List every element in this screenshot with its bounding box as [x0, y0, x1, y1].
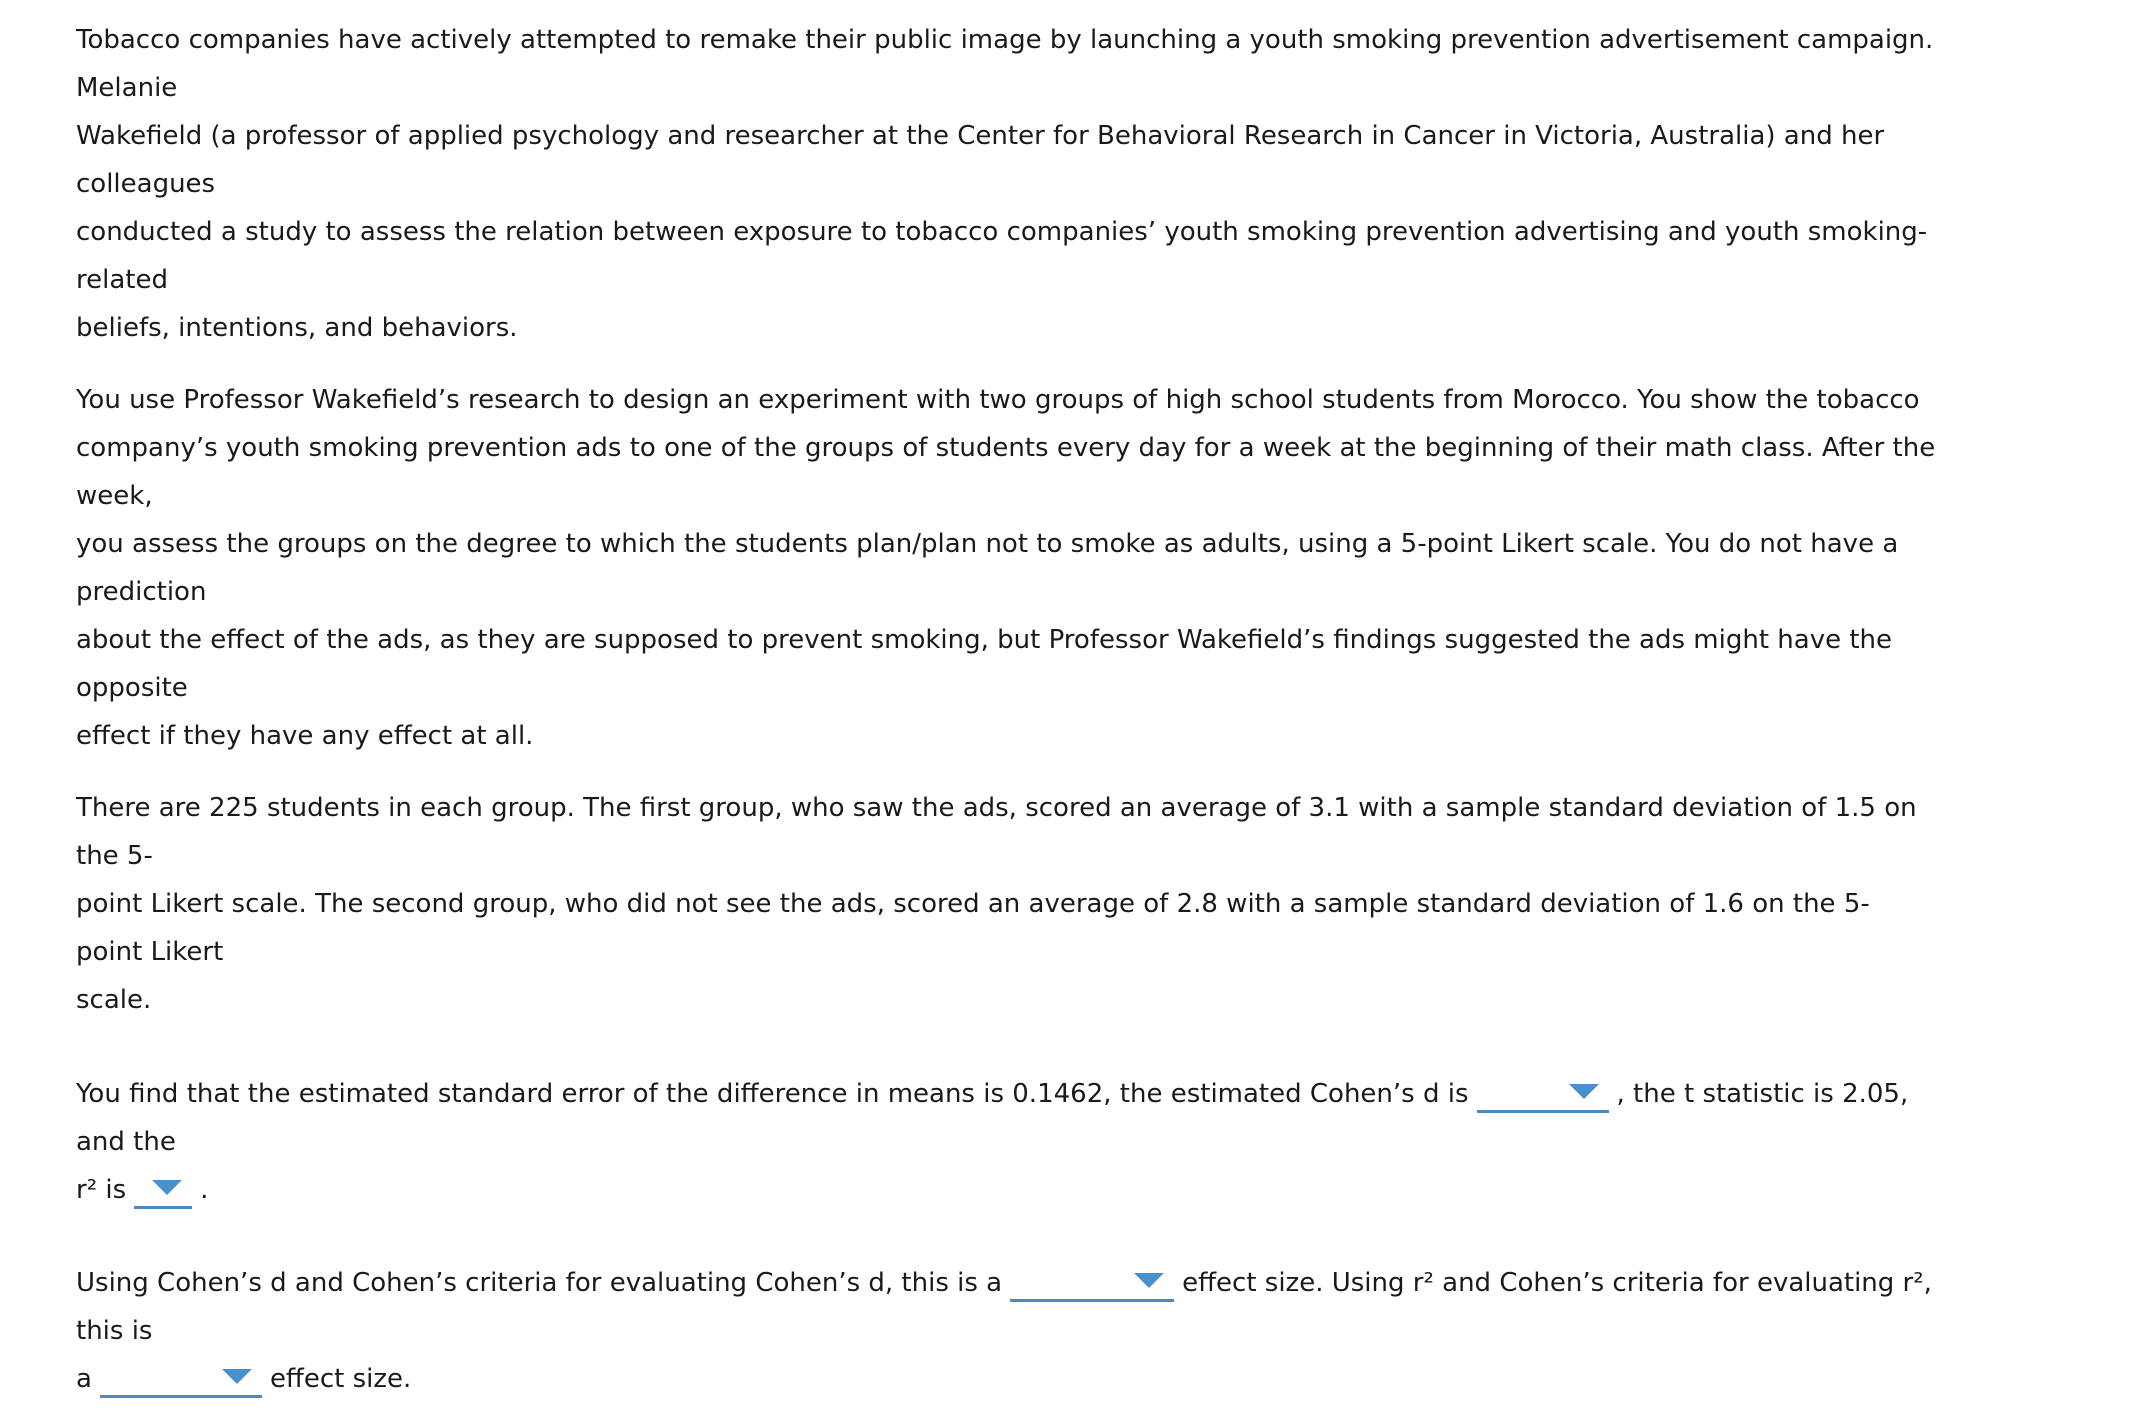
- text-line: beliefs, intentions, and behaviors.: [76, 313, 518, 343]
- text-line: You use Professor Wakefield’s research to design an experiment with two groups of high school students from Morocco. You show the tobacco: [76, 385, 1920, 415]
- text-line: about the effect of the ads, as they are supposed to prevent smoking, but Professor Wakefield’s findings suggested the ads might have the opposite: [76, 625, 1893, 703]
- r-squared-dropdown[interactable]: [134, 1176, 192, 1209]
- design-paragraph: [76, 376, 1936, 760]
- r2-effect-size-dropdown[interactable]: [100, 1365, 262, 1398]
- text-line: There are 225 students in each group. The first group, who saw the ads, scored an average of 3.1 with a sample standard deviation of 1.5 on the 5-: [76, 793, 1917, 871]
- text-line: effect if they have any effect at all.: [76, 721, 534, 751]
- question-effect-size: [76, 1259, 1936, 1403]
- question-text: Using Cohen’s d and Cohen’s criteria for evaluating Cohen’s d, this is a: [76, 1268, 1003, 1298]
- question-effect-stats: [76, 1070, 1936, 1214]
- caret-down-icon: [152, 1180, 182, 1195]
- question-text: You find that the estimated standard error of the difference in means is 0.1462, the estimated Cohen’s d is: [76, 1079, 1469, 1109]
- text-line: Wakefield (a professor of applied psychology and researcher at the Center for Behavioral Research in Cancer in Victoria, Australia) and her colleagues: [76, 121, 1885, 199]
- text-line: you assess the groups on the degree to which the students plan/plan not to smoke as adults, using a 5-point Likert scale. You do not have a prediction: [76, 529, 1899, 607]
- question-text: effect size.: [269, 1364, 412, 1394]
- question-text: a: [76, 1364, 92, 1394]
- question-text: , the t statistic is 2.05, and the: [76, 1079, 1909, 1157]
- question-text: r² is: [76, 1175, 127, 1205]
- caret-down-icon: [1569, 1084, 1599, 1099]
- cohens-d-dropdown[interactable]: [1477, 1080, 1609, 1113]
- data-paragraph: [76, 784, 1936, 1024]
- question-text: effect size. Using r² and Cohen’s criteria for evaluating r², this is: [76, 1268, 1932, 1346]
- d-effect-size-dropdown[interactable]: [1010, 1269, 1174, 1302]
- question-text: .: [200, 1175, 209, 1205]
- text-line: point Likert scale. The second group, who did not see the ads, scored an average of 2.8 with a sample standard deviation of 1.6 on the 5-point Likert: [76, 889, 1870, 967]
- text-line: Tobacco companies have actively attempted to remake their public image by launching a youth smoking prevention advertisement campaign. Melanie: [76, 25, 1934, 103]
- text-line: conducted a study to assess the relation between exposure to tobacco companies’ youth smoking prevention advertising and youth smoking-related: [76, 217, 1928, 295]
- caret-down-icon: [1134, 1273, 1164, 1288]
- text-line: company’s youth smoking prevention ads to one of the groups of students every day for a week at the beginning of their math class. After the week,: [76, 433, 1936, 511]
- intro-paragraph: [76, 16, 1936, 352]
- text-line: scale.: [76, 985, 152, 1015]
- caret-down-icon: [222, 1369, 252, 1384]
- question-content: [76, 16, 1936, 1403]
